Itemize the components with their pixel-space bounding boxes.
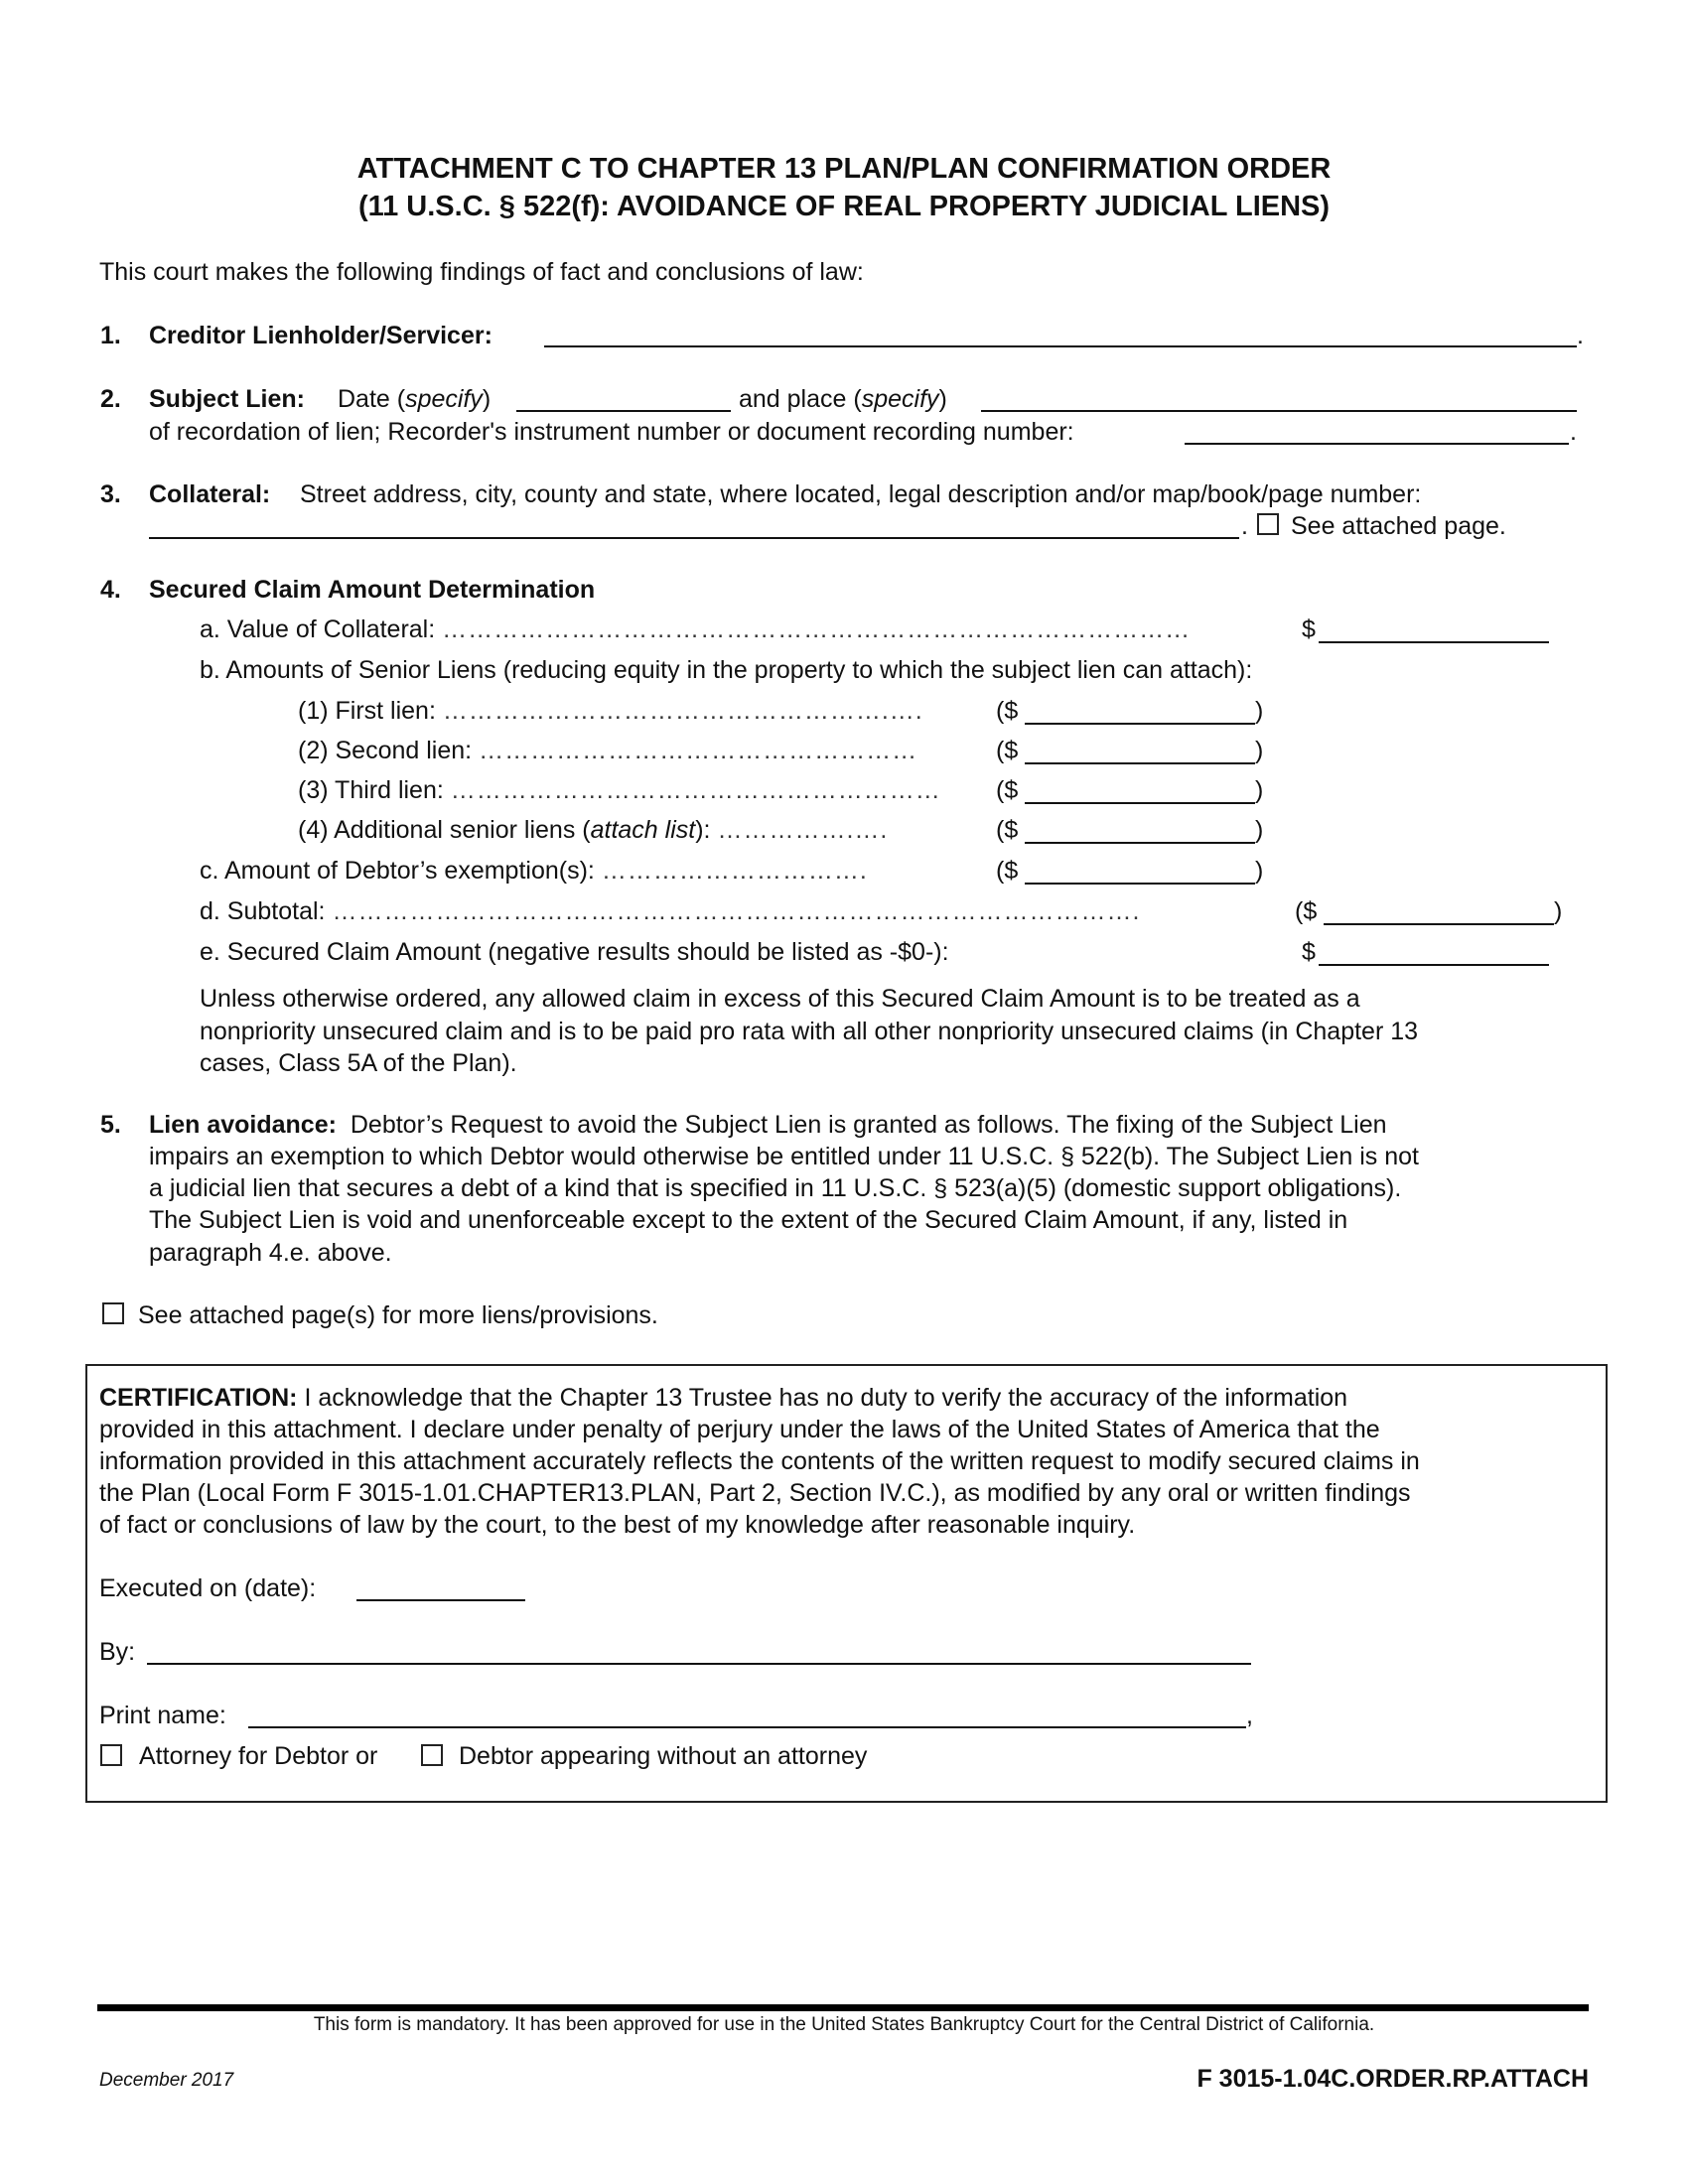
item5-line1: Lien avoidance: Debtor’s Request to avoid the Subject Lien is granted as follows. The fixing of the Subject Lien	[149, 1111, 1387, 1139]
second-lien-prefix: ($	[996, 737, 1019, 764]
debtor-exemption-suffix: )	[1255, 857, 1264, 885]
item4-label: Secured Claim Amount Determination	[149, 576, 596, 604]
third-lien-field[interactable]	[1025, 802, 1255, 804]
certification-line2: provided in this attachment. I declare under penalty of perjury under the laws of the United States of America that the	[99, 1416, 1380, 1443]
first-lien-field[interactable]	[1025, 723, 1255, 725]
first-lien-suffix: )	[1255, 697, 1264, 725]
footer-form-id: F 3015-1.04C.ORDER.RP.ATTACH	[1196, 2065, 1589, 2093]
third-lien-prefix: ($	[996, 776, 1019, 804]
debtor-exemption-label: c. Amount of Debtor’s exemption(s): ………………………….	[200, 857, 868, 885]
subtotal-suffix: )	[1554, 897, 1563, 925]
intro-text: This court makes the following findings of fact and conclusions of law:	[99, 258, 864, 286]
secured-claim-amount-prefix: $	[1302, 938, 1316, 966]
third-lien-suffix: )	[1255, 776, 1264, 804]
first-lien-label: (1) First lien: …………………………………………….….	[298, 697, 923, 725]
certification-line3: information provided in this attachment accurately reflects the contents of the written request to modify secured claims in	[99, 1447, 1420, 1475]
debtor-pro-se-checkbox[interactable]	[421, 1744, 443, 1766]
additional-liens-field[interactable]	[1025, 842, 1255, 844]
subject-lien-place-field[interactable]	[981, 410, 1577, 412]
print-name-label: Print name:	[99, 1702, 226, 1729]
additional-liens-suffix: )	[1255, 816, 1264, 844]
subtotal-field[interactable]	[1324, 923, 1554, 925]
print-name-field[interactable]	[248, 1726, 1246, 1728]
item3-label: Collateral:	[149, 480, 271, 508]
attorney-for-debtor-checkbox[interactable]	[100, 1744, 122, 1766]
item5-line3: a judicial lien that secures a debt of a kind that is specified in 11 U.S.C. § 523(a)(5) (domestic support obligations).	[149, 1174, 1402, 1202]
secured-claim-amount-field[interactable]	[1319, 964, 1549, 966]
see-attached-page-checkbox[interactable]	[1257, 513, 1279, 535]
item1-period: .	[1577, 322, 1584, 349]
value-of-collateral-label: a. Value of Collateral: ……………………………………………………………………………	[200, 615, 1192, 643]
subtotal-label: d. Subtotal: ………………………………………………………………………………….	[200, 897, 1141, 925]
additional-liens-label: (4) Additional senior liens (attach list): …………….….	[298, 816, 889, 844]
second-lien-suffix: )	[1255, 737, 1264, 764]
item2-number: 2.	[100, 385, 121, 413]
unsecured-note-line2: nonpriority unsecured claim and is to be paid pro rata with all other nonpriority unsecured claims (in Chapter 13	[200, 1018, 1419, 1045]
item5-number: 5.	[100, 1111, 121, 1139]
item2-recording-label: of recordation of lien; Recorder's instrument number or document recording number:	[149, 418, 1074, 446]
unsecured-note-line3: cases, Class 5A of the Plan).	[200, 1049, 517, 1077]
certification-line4: the Plan (Local Form F 3015-1.01.CHAPTER13.PLAN, Part 2, Section IV.C.), as modified by any oral or written findings	[99, 1479, 1411, 1507]
footer-rule	[97, 2004, 1589, 2011]
more-liens-checkbox[interactable]	[102, 1302, 124, 1324]
certification-line1: CERTIFICATION: I acknowledge that the Chapter 13 Trustee has no duty to verify the accuracy of the information	[99, 1384, 1348, 1412]
certification-line5: of fact or conclusions of law by the court, to the best of my knowledge after reasonable inquiry.	[99, 1511, 1136, 1539]
subtotal-prefix: ($	[1295, 897, 1318, 925]
value-of-collateral-field[interactable]	[1319, 641, 1549, 643]
form-title-line1: ATTACHMENT C TO CHAPTER 13 PLAN/PLAN CONFIRMATION ORDER	[356, 153, 1332, 185]
senior-liens-label: b. Amounts of Senior Liens (reducing equity in the property to which the subject lien can attach):	[200, 656, 1253, 684]
footer-note: This form is mandatory. It has been approved for use in the United States Bankruptcy Court for the Central District of California.	[313, 2014, 1375, 2035]
by-label: By:	[99, 1638, 136, 1666]
item4-number: 4.	[100, 576, 121, 604]
first-lien-prefix: ($	[996, 697, 1019, 725]
item1-label: Creditor Lienholder/Servicer:	[149, 322, 492, 349]
second-lien-label: (2) Second lien: ……………………………………………	[298, 737, 918, 764]
third-lien-label: (3) Third lien: …………………………………………………	[298, 776, 941, 804]
item3-number: 3.	[100, 480, 121, 508]
footer-date: December 2017	[99, 2070, 234, 2091]
collateral-address-field[interactable]	[149, 537, 1239, 539]
unsecured-note-line1: Unless otherwise ordered, any allowed claim in excess of this Secured Claim Amount is to be treated as a	[200, 985, 1360, 1013]
item5-line4: The Subject Lien is void and unenforceable except to the extent of the Secured Claim Amount, if any, listed in	[149, 1206, 1348, 1234]
item2-period: .	[1570, 418, 1577, 446]
debtor-pro-se-label: Debtor appearing without an attorney	[459, 1742, 868, 1770]
item3-description: Street address, city, county and state, where located, legal description and/or map/book/page number:	[300, 480, 1422, 508]
subject-lien-date-field[interactable]	[516, 410, 731, 412]
additional-liens-prefix: ($	[996, 816, 1019, 844]
print-name-comma: ,	[1246, 1702, 1253, 1729]
attorney-for-debtor-label: Attorney for Debtor or	[139, 1742, 378, 1770]
executed-date-field[interactable]	[356, 1599, 525, 1601]
item1-number: 1.	[100, 322, 121, 349]
item3-period: .	[1241, 512, 1248, 540]
item2-place-label: and place (specify)	[739, 385, 947, 413]
more-liens-label: See attached page(s) for more liens/provisions.	[138, 1301, 658, 1329]
executed-on-label: Executed on (date):	[99, 1574, 317, 1602]
debtor-exemption-prefix: ($	[996, 857, 1019, 885]
item5-line5: paragraph 4.e. above.	[149, 1239, 392, 1267]
creditor-lienholder-field[interactable]	[544, 345, 1577, 347]
debtor-exemption-field[interactable]	[1025, 883, 1255, 885]
item5-line2: impairs an exemption to which Debtor would otherwise be entitled under 11 U.S.C. § 522(b). The Subject Lien is not	[149, 1143, 1419, 1170]
see-attached-page-label: See attached page.	[1291, 512, 1506, 540]
item2-label: Subject Lien:	[149, 385, 305, 413]
second-lien-field[interactable]	[1025, 762, 1255, 764]
signature-field[interactable]	[147, 1663, 1251, 1665]
secured-claim-amount-label: e. Secured Claim Amount (negative results should be listed as -$0-):	[200, 938, 949, 966]
item2-date-label: Date (specify)	[338, 385, 492, 413]
recording-number-field[interactable]	[1185, 443, 1569, 445]
value-of-collateral-prefix: $	[1302, 615, 1316, 643]
form-title-line2: (11 U.S.C. § 522(f): AVOIDANCE OF REAL PROPERTY JUDICIAL LIENS)	[357, 191, 1331, 222]
